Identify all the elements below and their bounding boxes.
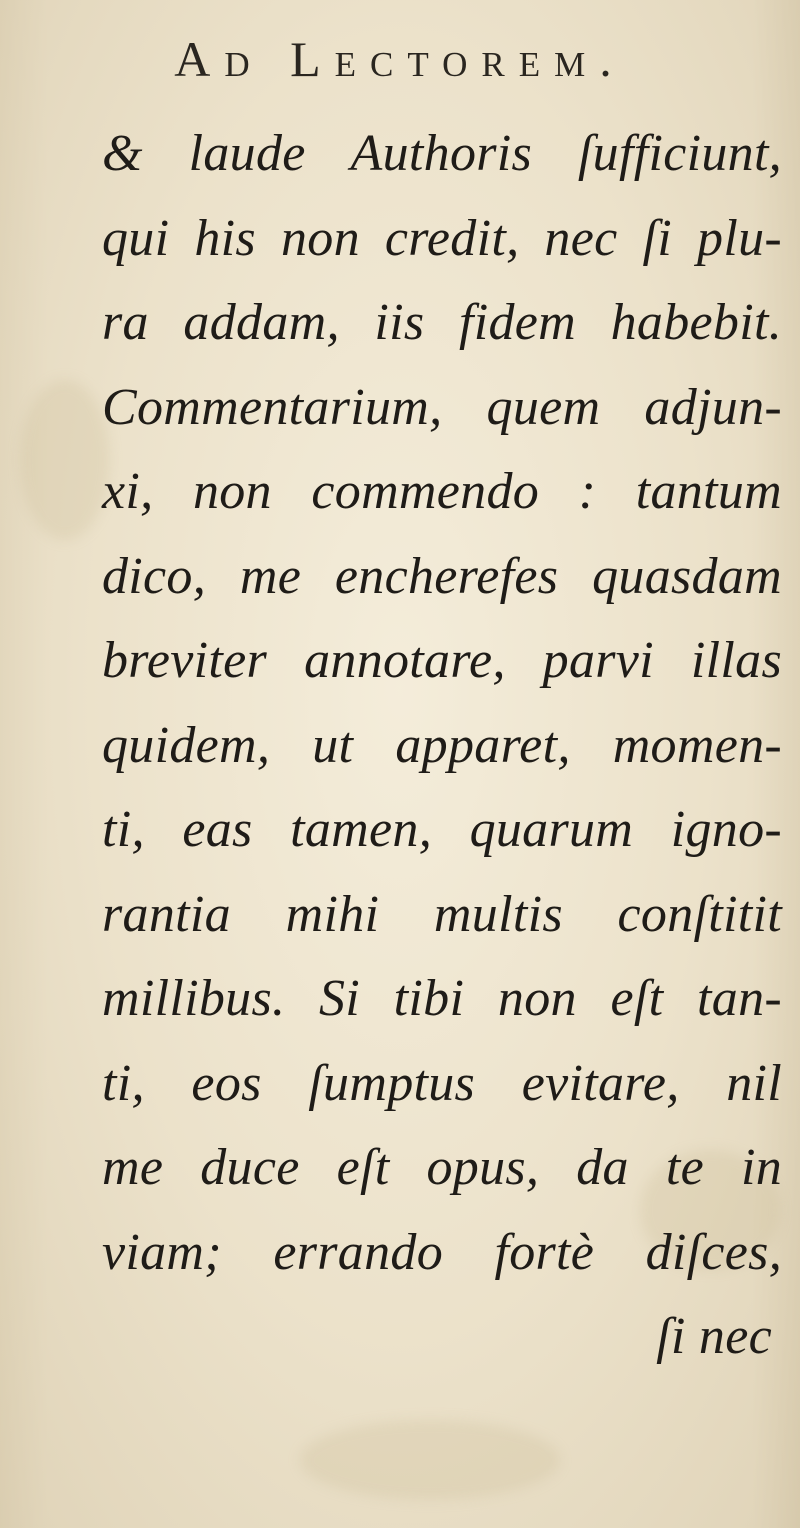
text-line: ti, eos ſumptus evitare, nil <box>102 1054 782 1112</box>
text-line: ti, eas tamen, quarum igno- <box>102 801 782 858</box>
text-line: & laude Authoris ſufficiunt, <box>102 125 782 182</box>
paper-stain <box>20 380 110 540</box>
text-line: rantia mihi multis conſtitit <box>102 885 782 943</box>
catchword: ſi nec <box>656 1308 772 1365</box>
text-line: viam; errando fortè diſces, <box>102 1223 782 1281</box>
running-head: Ad Lectorem. <box>174 31 626 87</box>
text-line: dico, me encherefes quasdam <box>102 547 782 605</box>
text-line: Commentarium, quem adjun- <box>102 378 782 436</box>
text-line: breviter annotare, parvi illas <box>102 632 782 689</box>
text-line: xi, non commendo : tantum <box>102 463 782 520</box>
text-line: qui his non credit, nec ſi plu- <box>102 209 782 267</box>
paper-stain <box>300 1420 560 1500</box>
text-line: ra addam, iis fidem habebit. <box>102 294 782 351</box>
text-line: millibus. Si tibi non eſt tan- <box>102 970 782 1027</box>
page-body-text <box>102 112 782 1380</box>
text-line: quidem, ut apparet, momen- <box>102 716 782 774</box>
text-line: me duce eſt opus, da te in <box>102 1139 782 1196</box>
